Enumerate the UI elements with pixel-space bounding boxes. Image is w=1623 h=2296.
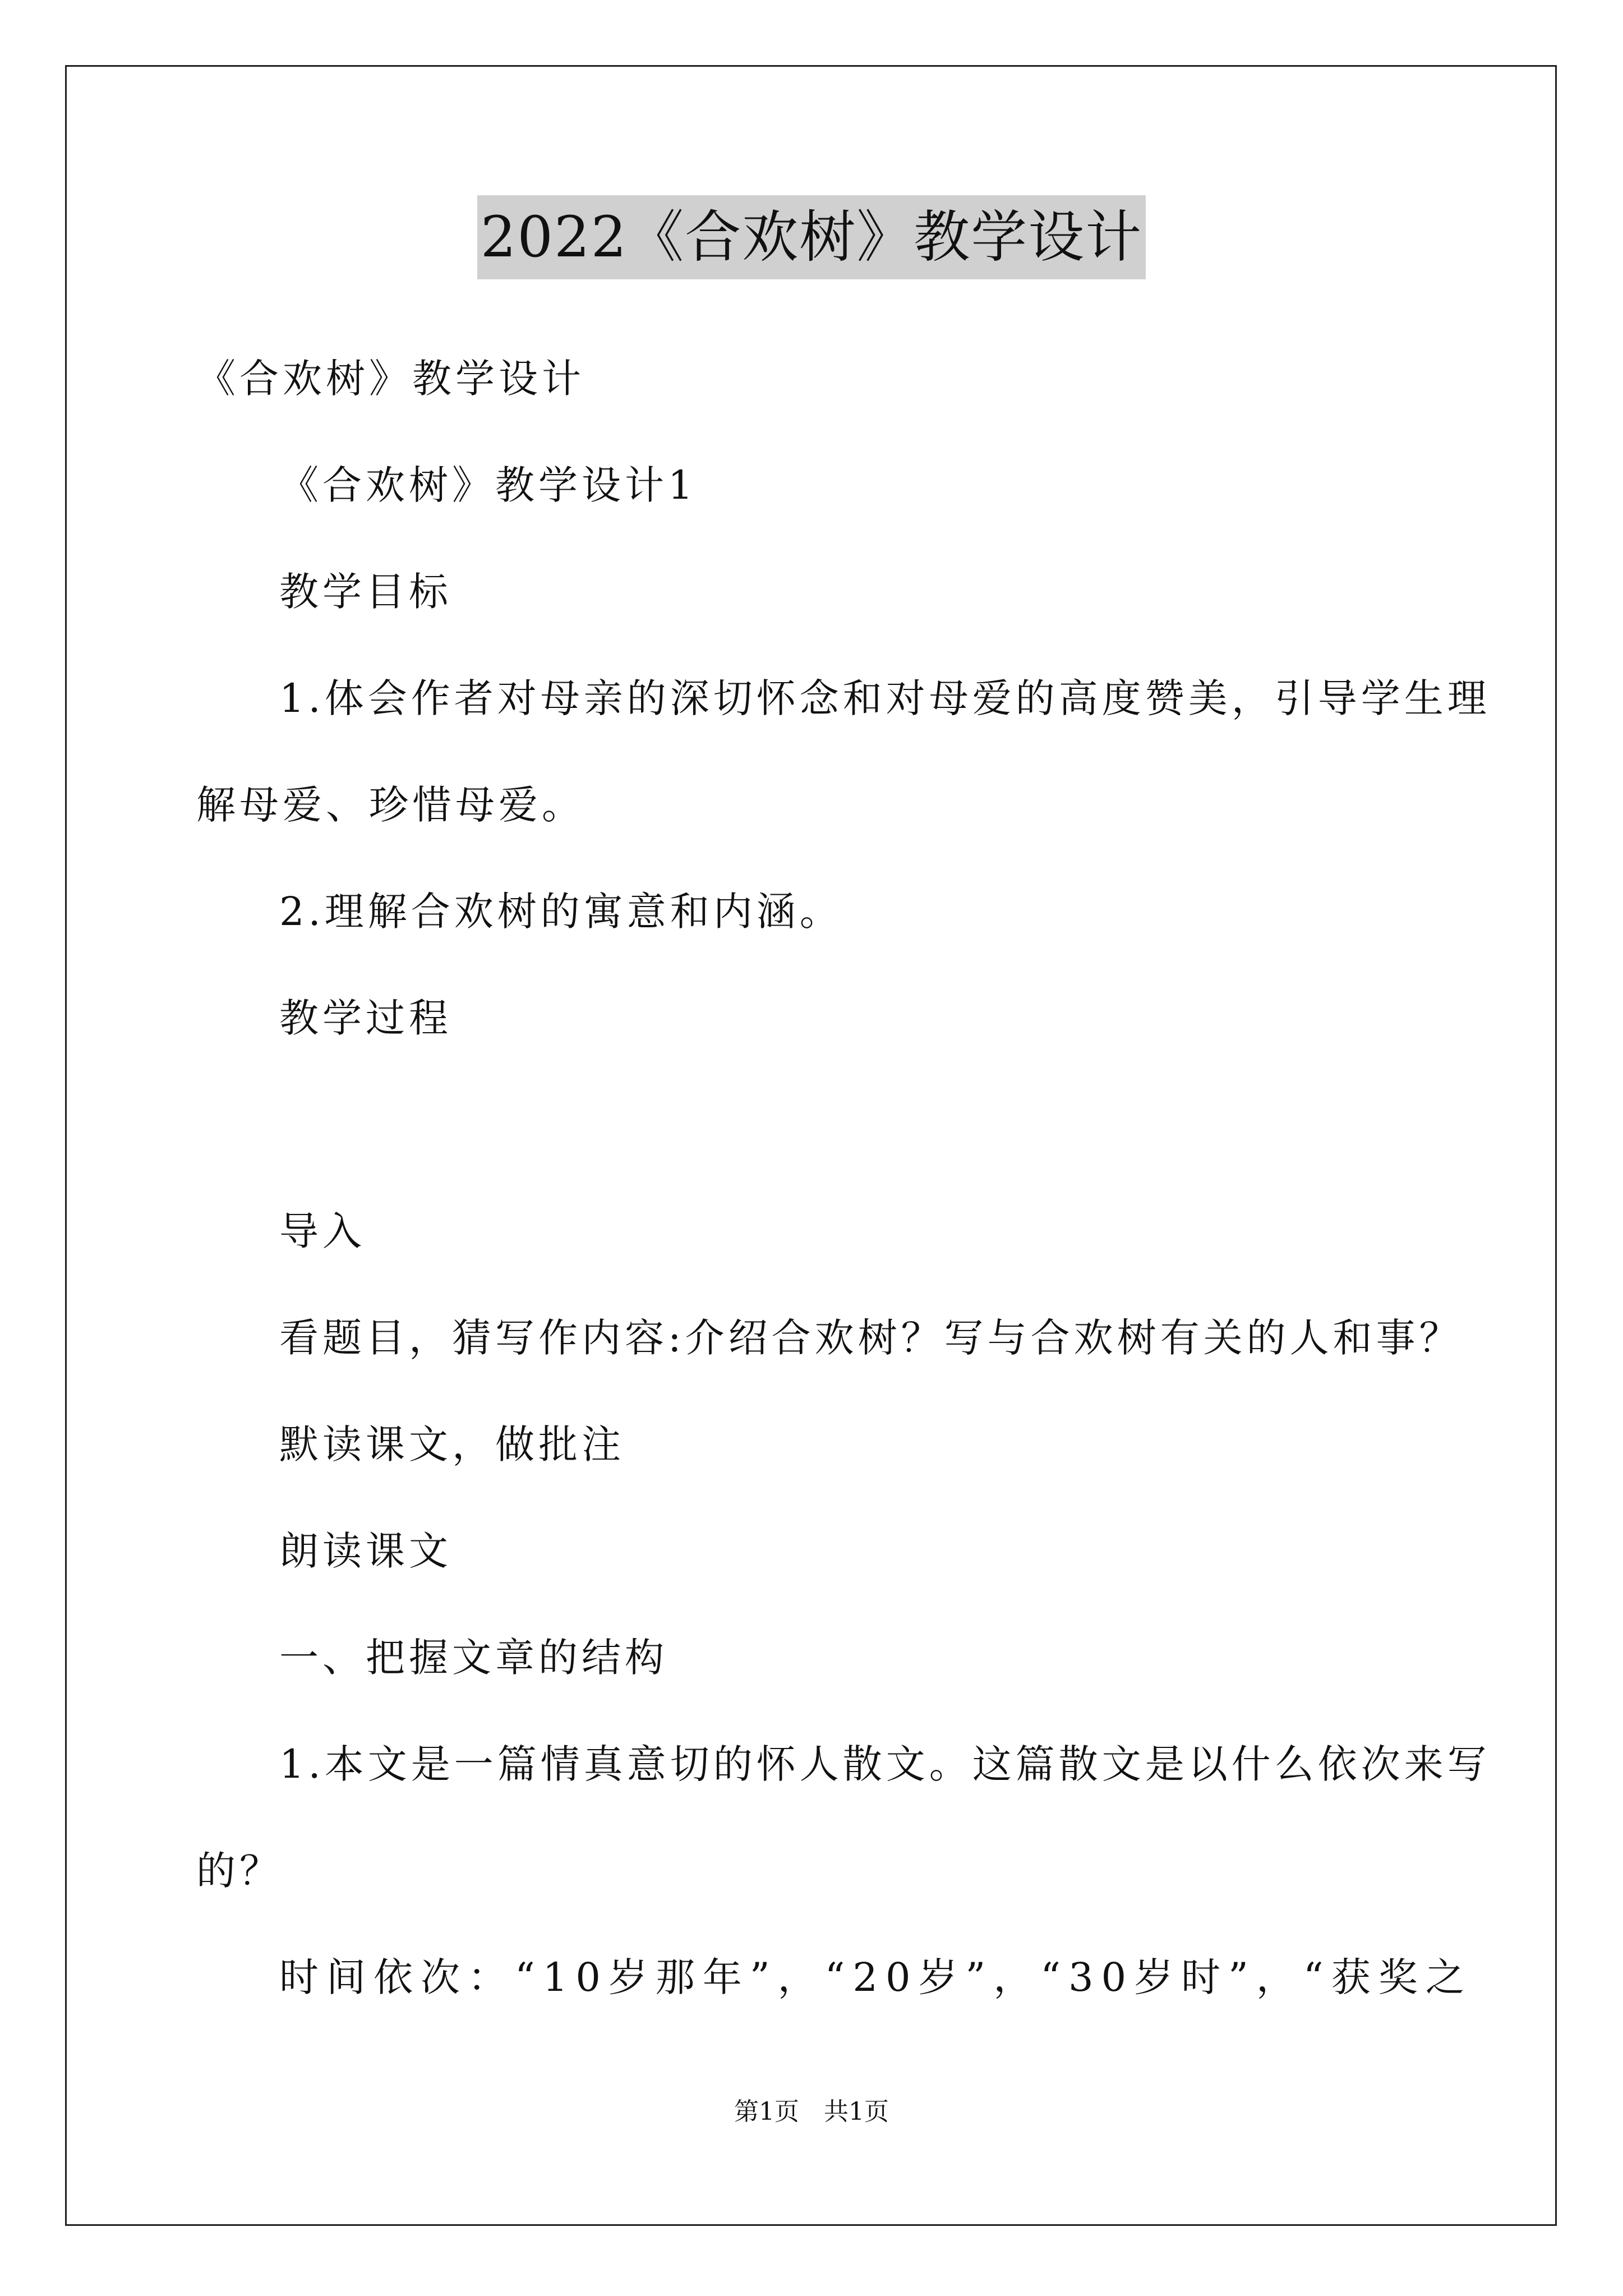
- guess-content-paragraph: 看题目，猜写作内容:介绍合欢树？写与合欢树有关的人和事？: [279, 1315, 1463, 1361]
- subtitle-paragraph: 《合欢树》教学设计: [196, 356, 585, 402]
- section-heading: 《合欢树》教学设计1: [279, 462, 697, 508]
- page-footer: 第1页 共1页: [734, 2097, 889, 2126]
- goal-1-line-1: 1.体会作者对母亲的深切怀念和对母爱的高度赞美，引导学生理: [279, 675, 1491, 721]
- silent-reading-paragraph: 默读课文，做批注: [279, 1421, 625, 1467]
- question-1-line-2: 的？: [196, 1848, 283, 1894]
- teaching-process-heading: 教学过程: [279, 995, 452, 1041]
- introduction-heading: 导入: [279, 1208, 366, 1254]
- structure-heading: 一、把握文章的结构: [279, 1635, 668, 1681]
- goal-2: 2.理解合欢树的寓意和内涵。: [279, 889, 843, 935]
- document-title: 2022《合欢树》教学设计: [477, 195, 1146, 279]
- goal-1-line-2: 解母爱、珍惜母爱。: [196, 782, 585, 828]
- question-1-line-1: 1.本文是一篇情真意切的怀人散文。这篇散文是以什么依次来写: [279, 1741, 1491, 1787]
- read-aloud-paragraph: 朗读课文: [279, 1528, 452, 1574]
- teaching-goals-heading: 教学目标: [279, 569, 452, 615]
- title-container: [0, 195, 1623, 279]
- time-order-paragraph: 时间依次：“10岁那年”，“20岁”，“30岁时”，“获奖之: [279, 1954, 1473, 2000]
